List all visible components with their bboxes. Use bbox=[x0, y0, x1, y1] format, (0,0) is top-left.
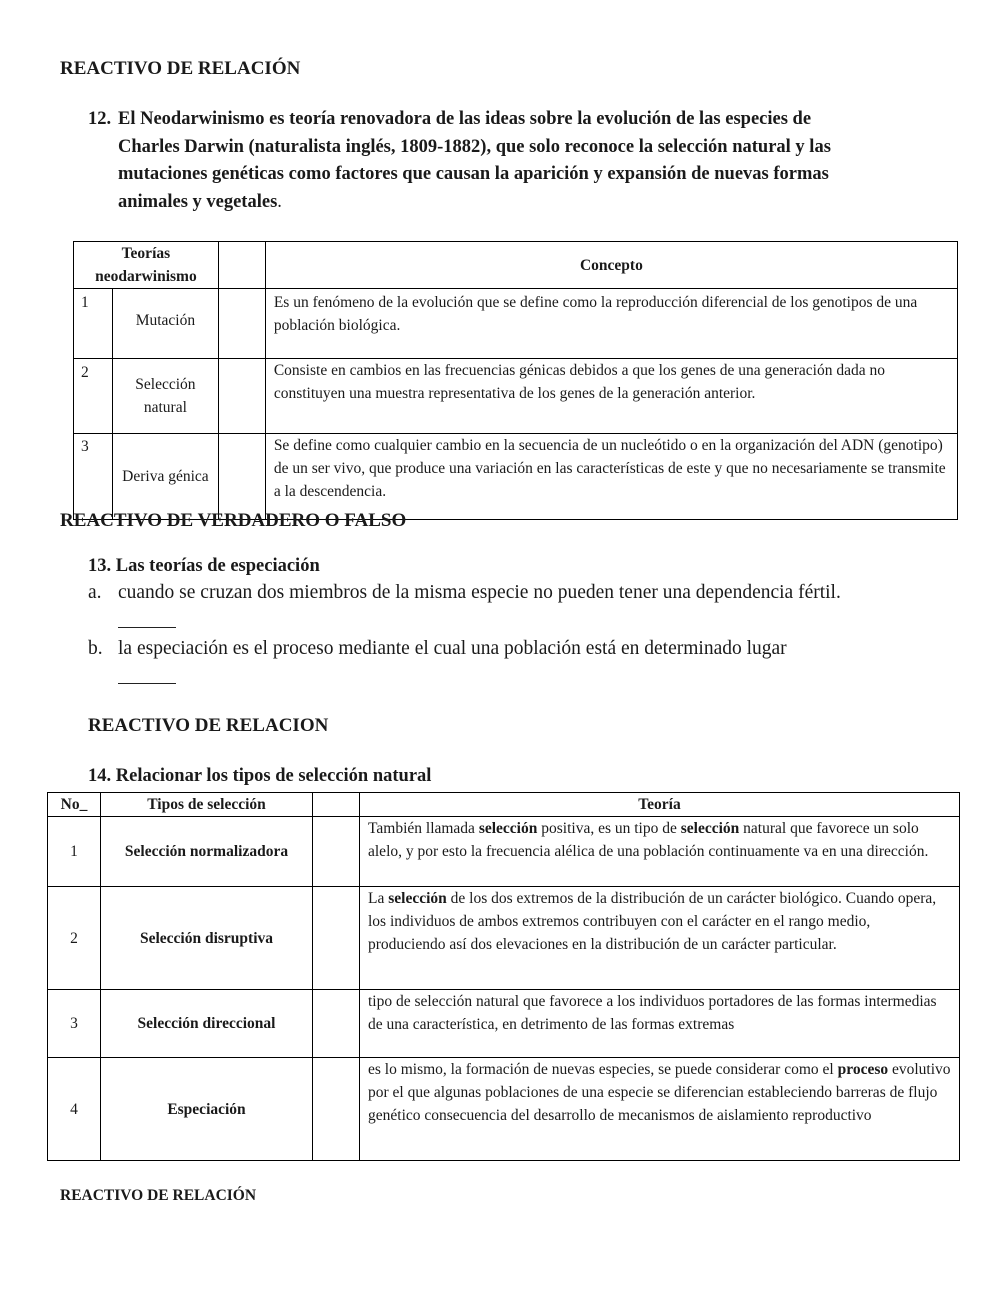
theory-text-part: También llamada bbox=[368, 820, 479, 837]
selection-type: Especiación bbox=[101, 1058, 313, 1161]
answer-cell[interactable] bbox=[218, 289, 265, 359]
table1-answer-header bbox=[218, 242, 265, 289]
seleccion-table bbox=[47, 792, 960, 1161]
question-12-line: mutaciones genéticas como factores que causan la aparición y expansión de nuevas formas bbox=[118, 164, 829, 184]
table2-answer-header bbox=[313, 793, 360, 817]
theory-text-bold: selección bbox=[478, 820, 538, 837]
item-text: cuando se cruzan dos miembros de la misma especie no pueden tener una dependencia fértil. bbox=[118, 582, 841, 603]
question-14-title: 14. Relacionar los tipos de selección natural bbox=[88, 766, 432, 786]
section-heading-relacion: REACTIVO DE RELACIÓN bbox=[60, 58, 301, 79]
theory-text bbox=[360, 887, 960, 990]
selection-type: Selección disruptiva bbox=[101, 887, 313, 990]
question-12 bbox=[88, 106, 968, 216]
theory-text-part: La bbox=[368, 890, 389, 907]
answer-blank[interactable] bbox=[118, 663, 176, 684]
section-heading-relacion-3: REACTIVO DE RELACIÓN bbox=[60, 1187, 257, 1204]
section-heading-relacion-2: REACTIVO DE RELACION bbox=[88, 715, 329, 736]
table2-header-teoria: Teoría bbox=[360, 793, 960, 817]
row-number: 4 bbox=[48, 1058, 101, 1161]
theory-text-part: tipo de selección natural que favorece a los individuos portadores de las formas intermedias de una característica, en detrimento de las formas extremas bbox=[368, 993, 937, 1033]
theory-text bbox=[360, 990, 960, 1058]
table-row bbox=[48, 990, 960, 1058]
theory-name: Selección natural bbox=[113, 359, 219, 434]
table-row bbox=[48, 1058, 960, 1161]
row-number: 3 bbox=[48, 990, 101, 1058]
answer-cell[interactable] bbox=[313, 1058, 360, 1161]
theory-text-part: evolutivo por el que algunas poblaciones de una especie se diferencian estableciendo barreras de flujo genético consecuencia del desarrollo de mecanismos de aislamiento reproductivo bbox=[368, 1061, 951, 1124]
answer-cell[interactable] bbox=[313, 817, 360, 887]
item-letter: b. bbox=[88, 638, 103, 659]
row-number: 2 bbox=[48, 887, 101, 990]
concept-text: Se define como cualquier cambio en la secuencia de un nucleótido o en la organización del ADN (genotipo) de un ser vivo, que produce una variación en las características de este y que no necesariamente se transmite a la descendencia. bbox=[265, 434, 957, 520]
theory-name: Mutación bbox=[113, 289, 219, 359]
answer-cell[interactable] bbox=[218, 359, 265, 434]
question-13-item-a bbox=[88, 579, 968, 635]
row-number: 2 bbox=[74, 359, 113, 434]
answer-cell[interactable] bbox=[313, 990, 360, 1058]
theory-text-part: es lo mismo, la formación de nuevas especies, se puede considerar como el bbox=[368, 1061, 838, 1078]
row-number: 1 bbox=[48, 817, 101, 887]
table-row bbox=[74, 434, 958, 520]
theory-text-bold: selección bbox=[680, 820, 740, 837]
table-row bbox=[48, 887, 960, 990]
table1-header-concepto: Concepto bbox=[265, 242, 957, 289]
question-13-title: 13. Las teorías de especiación bbox=[88, 556, 320, 576]
neodarwinismo-table bbox=[73, 241, 958, 520]
row-number: 1 bbox=[74, 289, 113, 359]
row-number: 3 bbox=[74, 434, 113, 520]
theory-text bbox=[360, 817, 960, 887]
theory-text bbox=[360, 1058, 960, 1161]
table-row bbox=[74, 289, 958, 359]
theory-text-bold: selección bbox=[388, 890, 447, 907]
table1-header-teorias: Teorías neodarwinismo bbox=[74, 242, 219, 289]
section-heading-verdadero-falso: REACTIVO DE VERDADERO O FALSO bbox=[60, 510, 407, 531]
question-12-period: . bbox=[277, 191, 282, 212]
theory-text-bold: proceso bbox=[837, 1061, 889, 1078]
question-13-item-b bbox=[88, 635, 968, 691]
item-text: la especiación es el proceso mediante el cual una población está en determinado lugar bbox=[118, 638, 787, 659]
concept-text: Consiste en cambios en las frecuencias génicas debidos a que los genes de una generación dada no constituyen una muestra representativa de los genes de la generación anterior. bbox=[265, 359, 957, 434]
table2-header-tipos: Tipos de selección bbox=[101, 793, 313, 817]
question-12-line: animales y vegetales bbox=[118, 191, 278, 212]
answer-cell[interactable] bbox=[218, 434, 265, 520]
theory-text-part: natural que favorece un solo alelo, y por esto la frecuencia alélica de una población continuamente va en una dirección. bbox=[368, 820, 929, 860]
question-12-line: El Neodarwinismo es teoría renovadora de las ideas sobre la evolución de las especies de bbox=[118, 109, 812, 129]
answer-cell[interactable] bbox=[313, 887, 360, 990]
selection-type: Selección normalizadora bbox=[101, 817, 313, 887]
theory-name: Deriva génica bbox=[113, 434, 219, 520]
table-row bbox=[74, 359, 958, 434]
question-12-line: Charles Darwin (naturalista inglés, 1809-1882), que solo reconoce la selección natural y las bbox=[118, 136, 831, 157]
table-row bbox=[48, 817, 960, 887]
table2-header-no: No_ bbox=[48, 793, 101, 817]
theory-text-part: positiva, es un tipo de bbox=[537, 820, 681, 837]
concept-text: Es un fenómeno de la evolución que se define como la reproducción diferencial de los genotipos de una población biológica. bbox=[265, 289, 957, 359]
theory-text-part: de los dos extremos de la distribución de un carácter biológico. Cuando opera, los individuos de ambos extremos contribuyen con el carácter en el rango medio, produciendo así dos elevaciones en la distribución de un carácter particular. bbox=[368, 890, 937, 953]
item-letter: a. bbox=[88, 582, 102, 603]
selection-type: Selección direccional bbox=[101, 990, 313, 1058]
answer-blank[interactable] bbox=[118, 607, 176, 628]
question-12-number: 12. bbox=[88, 109, 112, 129]
